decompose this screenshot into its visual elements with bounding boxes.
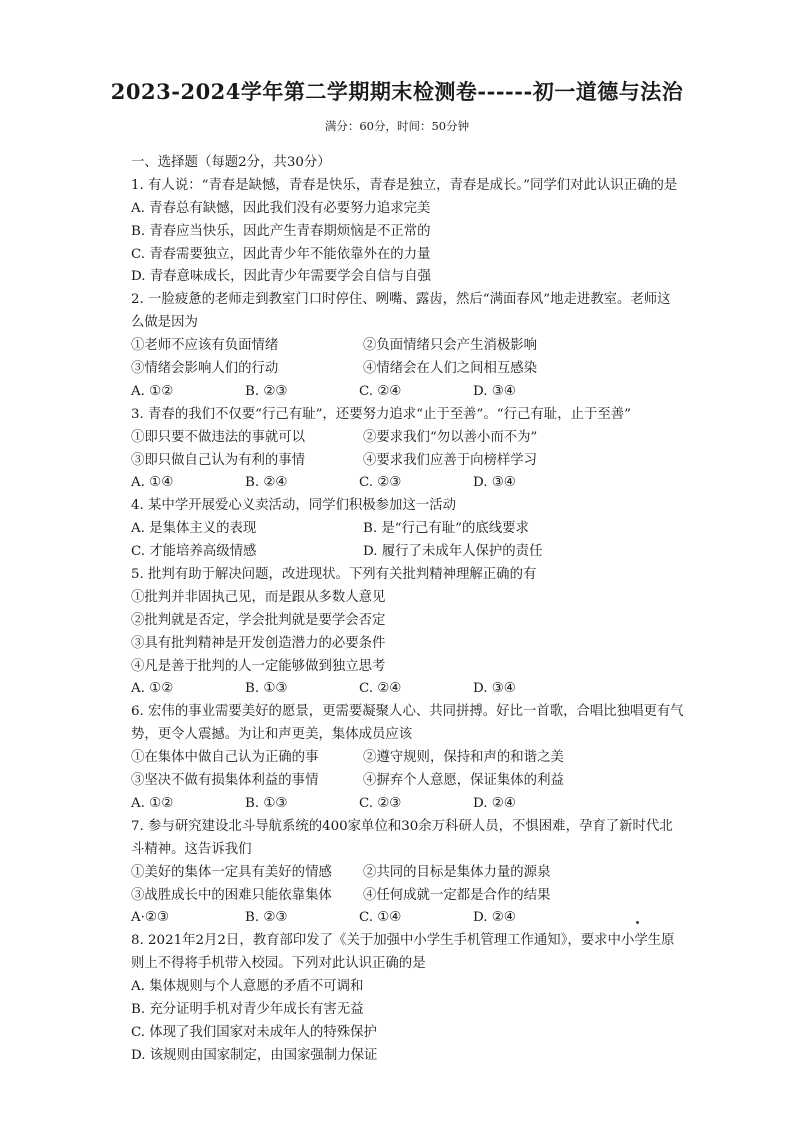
scan-speck xyxy=(636,921,639,924)
question-list xyxy=(131,152,751,1068)
options-row xyxy=(131,678,751,701)
option-c: C. ②③ xyxy=(359,795,402,811)
question-stem-cont: 斗精神。这告诉我们 xyxy=(131,841,252,857)
option-b: B. 充分证明手机对青少年成长有害无益 xyxy=(131,1001,364,1017)
option-a: A. ①② xyxy=(131,383,174,399)
statement-row xyxy=(131,427,751,450)
options-row xyxy=(131,793,751,816)
option-a: A. ①② xyxy=(131,795,174,811)
question-stem: 6. 宏伟的事业需要美好的愿景，更需要凝聚人心、共同拼搏。好比一首歌，合唱比独唱更有气 xyxy=(131,704,684,720)
statement-4: ④情绪会在人们之间相互感染 xyxy=(363,361,538,377)
options-row xyxy=(131,541,751,564)
option-d: D. ②④ xyxy=(473,795,516,811)
question-stem-cont: 则上不得将手机带入校园。下列对此认识正确的是 xyxy=(131,956,426,972)
statement-3: ③坚决不做有损集体利益的事情 xyxy=(131,773,319,789)
statement-2: ②负面情绪只会产生消极影响 xyxy=(363,338,538,354)
option-a: A. 青春总有缺憾，因此我们没有必要努力追求完美 xyxy=(131,200,431,216)
statement-4: ④摒弃个人意愿，保证集体的利益 xyxy=(363,773,564,789)
option-b: B. 是“行己有耻”的底线要求 xyxy=(363,521,529,537)
option-c: C. 体现了我们国家对未成年人的特殊保护 xyxy=(131,1024,377,1040)
section-heading: 一、选择题（每题2分，共30分） xyxy=(131,155,331,170)
option-a: A. 集体规则与个人意愿的矛盾不可调和 xyxy=(131,979,364,995)
options-row xyxy=(131,518,751,541)
statement-4: ④凡是善于批判的人一定能够做到独立思考 xyxy=(131,658,386,674)
option-d: D. 青春意味成长，因此青少年需要学会自信与自强 xyxy=(131,269,431,285)
statement-1: ①老师不应该有负面情绪 xyxy=(131,338,279,354)
question-stem: 7. 参与研究建设北斗导航系统的400家单位和30余万科研人员，不惧困难，孕育了新时代北 xyxy=(131,818,673,834)
options-row xyxy=(131,381,751,404)
option-b: B. ②③ xyxy=(245,910,288,926)
option-a: A. 是集体主义的表现 xyxy=(131,521,257,537)
option-d: D. ②④ xyxy=(473,910,516,926)
statement-3: ③情绪会影响人们的行动 xyxy=(131,361,279,377)
page-title: 2023-2024学年第二学期期末检测卷------初一道德与法治 xyxy=(110,79,684,104)
question-stem: 1. 有人说：“青春是缺憾，青春是快乐，青春是独立，青春是成长。”同学们对此认识正确的是 xyxy=(131,177,678,193)
exam-info: 满分：60分，时间：50分钟 xyxy=(324,119,470,133)
options-row xyxy=(131,907,751,930)
statement-3: ③战胜成长中的困难只能依靠集体 xyxy=(131,887,332,903)
statement-3: ③即只做自己认为有利的事情 xyxy=(131,452,306,468)
statement-row xyxy=(131,335,751,358)
option-d: D. ③④ xyxy=(473,383,516,399)
option-c: C. ②④ xyxy=(359,681,402,697)
statement-row xyxy=(131,862,751,885)
option-a: A·②③ xyxy=(131,910,169,926)
statement-2: ②遵守规则，保持和声的和谐之美 xyxy=(363,750,564,766)
option-b: B. ①③ xyxy=(245,795,288,811)
option-b: B. ②③ xyxy=(245,383,288,399)
question-stem: 8. 2021年2月2日，教育部印发了《关于加强中小学生手机管理工作通知》，要求中小学生原 xyxy=(131,933,675,949)
statement-3: ③具有批判精神是开发创造潜力的必要条件 xyxy=(131,635,386,651)
statement-1: ①美好的集体一定具有美好的情感 xyxy=(131,864,332,880)
statement-2: ②批判就是否定，学会批判就是要学会否定 xyxy=(131,612,386,628)
statement-4: ④要求我们应善于向榜样学习 xyxy=(363,452,538,468)
question-stem-cont: 么做是因为 xyxy=(131,315,198,331)
question-stem: 2. 一脸疲惫的老师走到教室门口时停住、咧嘴、露齿，然后“满面春风”地走进教室。老师这 xyxy=(131,292,671,308)
statement-1: ①在集体中做自己认为正确的事 xyxy=(131,750,319,766)
statement-1: ①批判并非固执己见，而是跟从多数人意见 xyxy=(131,589,386,605)
statement-row xyxy=(131,770,751,793)
statement-2: ②共同的目标是集体力量的源泉 xyxy=(363,864,551,880)
option-d: D. ③④ xyxy=(473,475,516,491)
option-a: A. ①④ xyxy=(131,475,174,491)
statement-row xyxy=(131,747,751,770)
option-b: B. ①③ xyxy=(245,681,288,697)
statement-4: ④任何成就一定都是合作的结果 xyxy=(363,887,551,903)
statement-row xyxy=(131,885,751,908)
option-a: A. ①② xyxy=(131,681,174,697)
option-c: C. ②④ xyxy=(359,383,402,399)
statement-row xyxy=(131,450,751,473)
question-stem: 3. 青春的我们不仅要“行己有耻”，还要努力追求“止于至善”。“行己有耻，止于至善” xyxy=(131,406,631,422)
option-c: C. 才能培养高级情感 xyxy=(131,544,257,560)
option-c: C. ①④ xyxy=(359,910,402,926)
statement-2: ②要求我们“勿以善小而不为” xyxy=(363,429,538,445)
options-row xyxy=(131,472,751,495)
option-b: B. ②④ xyxy=(245,475,288,491)
option-c: C. 青春需要独立，因此青少年不能依靠外在的力量 xyxy=(131,246,431,262)
option-c: C. ②③ xyxy=(359,475,402,491)
statement-row xyxy=(131,358,751,381)
option-b: B. 青春应当快乐，因此产生青春期烦恼是不正常的 xyxy=(131,223,431,239)
question-stem-cont: 势，更令人震撼。为让和声更美，集体成员应该 xyxy=(131,727,413,743)
option-d: D. ③④ xyxy=(473,681,516,697)
question-stem: 5. 批判有助于解决问题，改进现状。下列有关批判精神理解正确的有 xyxy=(131,567,537,583)
option-d: D. 履行了未成年人保护的责任 xyxy=(363,544,543,560)
statement-1: ①即只要不做违法的事就可以 xyxy=(131,429,306,445)
option-d: D. 该规则由国家制定，由国家强制力保证 xyxy=(131,1047,378,1063)
question-stem: 4. 某中学开展爱心义卖活动，同学们积极参加这一活动 xyxy=(131,498,457,514)
